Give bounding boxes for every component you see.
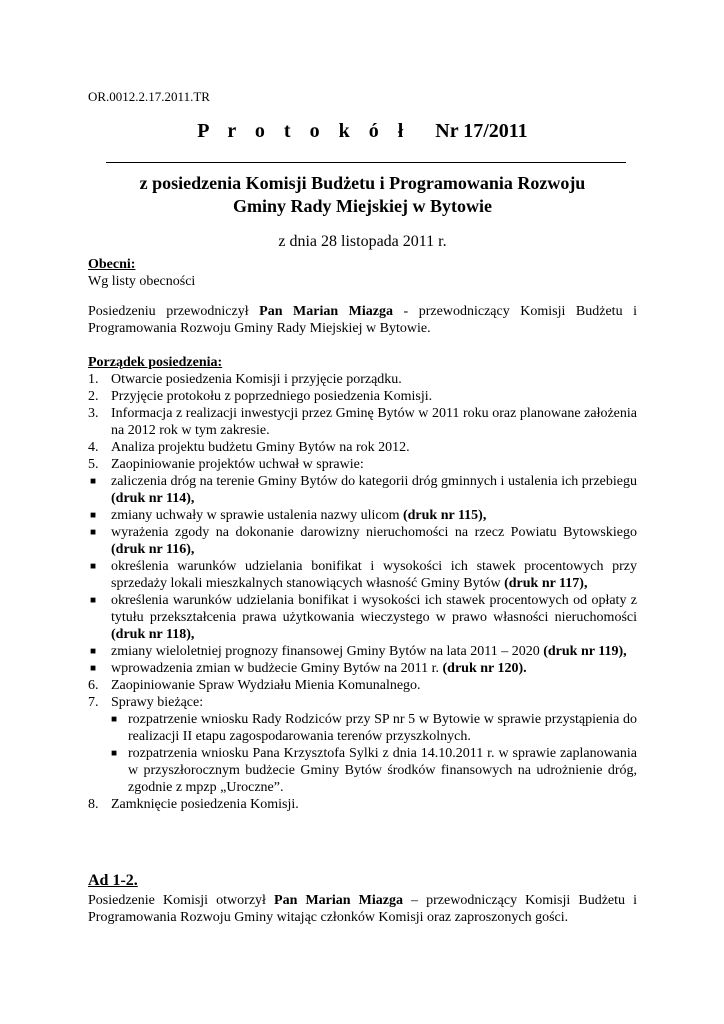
agenda-item-number: 2. (88, 389, 99, 404)
bullet-druk: (druk nr 115), (402, 508, 487, 523)
chair-paragraph (88, 303, 637, 337)
agenda-item (88, 405, 637, 439)
resolution-bullet (88, 592, 637, 643)
resolution-bullet (88, 558, 637, 592)
resolution-bullet (88, 524, 637, 558)
resolution-bullet (88, 507, 637, 524)
bullet-square-icon: ■ (90, 646, 97, 657)
bullet-square-icon: ■ (90, 561, 97, 572)
agenda-item (88, 677, 637, 694)
agenda-item (88, 694, 637, 711)
bullet-text: określenia warunków udzielania bonifikat i wysokości ich stawek procentowych przy sprzedaży lokali mieszkalnych stanowiących własność Gminy Bytów (111, 559, 637, 591)
bullet-square-icon: ■ (90, 476, 97, 487)
chair-text-pre: Posiedzeniu przewodniczył (88, 304, 260, 319)
document-reference: OR.0012.2.17.2011.TR (88, 89, 210, 104)
bullet-text: rozpatrzenie wniosku Rady Rodziców przy SP nr 5 w Bytowie w sprawie przystąpienia do realizacji II etapu zagospodarowania terenów przyszkolnych. (128, 712, 637, 744)
agenda-item-text: Analiza projektu budżetu Gminy Bytów na rok 2012. (111, 440, 410, 455)
bullet-druk: (druk nr 118), (111, 627, 195, 642)
title-divider (106, 162, 626, 163)
agenda-item-number: 6. (88, 678, 99, 693)
bullet-druk: (druk nr 119), (543, 644, 627, 659)
document-subtitle (88, 172, 637, 218)
current-matters-bullet-list (88, 711, 637, 796)
agenda-item-number: 5. (88, 457, 99, 472)
ad-1-2-text-post: – przewodniczący Komisji Budżetu i Programowania Rozwoju Gminy witając członków Komisji oraz zaproszonych gości. (88, 893, 637, 925)
agenda-item-number: 1. (88, 372, 99, 387)
bullet-square-icon: ■ (90, 663, 97, 674)
bullet-square-icon: ■ (111, 748, 118, 759)
agenda-item (88, 456, 637, 473)
agenda-item-text: Otwarcie posiedzenia Komisji i przyjęcie porządku. (111, 372, 402, 387)
agenda-heading: Porządek posiedzenia: (88, 355, 223, 370)
current-matter-bullet (88, 711, 637, 745)
present-heading: Obecni: (88, 257, 136, 272)
bullet-druk: (druk nr 116), (111, 542, 195, 557)
agenda-item-number: 3. (88, 406, 99, 421)
bullet-text: określenia warunków udzielania bonifikat i wysokości ich stawek procentowych od opłaty z tytułu przekształcenia prawa użytkowania wieczystego w prawo własności nieruchomości (111, 593, 637, 625)
bullet-druk: (druk nr 114), (111, 491, 195, 506)
agenda-list-a (88, 371, 637, 473)
bullet-text: zmiany wieloletniej prognozy finansowej Gminy Bytów na lata 2011 – 2020 (111, 644, 544, 659)
agenda-list-c (88, 796, 637, 813)
subtitle-line-1: z posiedzenia Komisji Budżetu i Programowania Rozwoju (139, 173, 586, 193)
document-date: z dnia 28 listopada 2011 r. (278, 233, 447, 250)
resolution-bullet-list (88, 473, 637, 677)
ad-1-2-name: Pan Marian Miazga (274, 893, 403, 908)
agenda-item-number: 4. (88, 440, 99, 455)
bullet-square-icon: ■ (90, 527, 97, 538)
agenda-item-text: Zaopiniowanie Spraw Wydziału Mienia Komunalnego. (111, 678, 421, 693)
chair-text-post: - przewodniczący Komisji Budżetu i Programowania Rozwoju Gminy Rady Miejskiej w Bytowie. (88, 304, 638, 336)
agenda-section (88, 354, 637, 813)
agenda-item (88, 371, 637, 388)
bullet-square-icon: ■ (90, 510, 97, 521)
ad-1-2-text-pre: Posiedzenie Komisji otworzył (88, 893, 275, 908)
agenda-item-text: Zamknięcie posiedzenia Komisji. (111, 797, 299, 812)
resolution-bullet (88, 473, 637, 507)
agenda-item-number: 8. (88, 797, 99, 812)
present-text: Wg listy obecności (88, 274, 196, 289)
chair-name: Pan Marian Miazga (259, 304, 394, 319)
bullet-square-icon: ■ (90, 595, 97, 606)
agenda-item-number: 7. (88, 695, 99, 710)
agenda-list-b (88, 677, 637, 711)
resolution-bullet (88, 643, 637, 660)
current-matter-bullet (88, 745, 637, 796)
agenda-item (88, 388, 637, 405)
agenda-item (88, 796, 637, 813)
agenda-item-text: Informacja z realizacji inwestycji przez Gminę Bytów w 2011 roku oraz planowane założenia na 2012 rok w tym zakresie. (111, 406, 637, 438)
bullet-druk: (druk nr 117), (504, 576, 588, 591)
agenda-item-text: Sprawy bieżące: (111, 695, 204, 710)
title-word: P r o t o k ó ł (197, 120, 411, 142)
agenda-item (88, 439, 637, 456)
resolution-bullet (88, 660, 637, 677)
ad-1-2-paragraph (88, 892, 637, 926)
document-title (88, 120, 637, 143)
bullet-text: wyrażenia zgody na dokonanie darowizny nieruchomości na rzecz Powiatu Bytowskiego (111, 525, 637, 540)
agenda-item-text: Przyjęcie protokołu z poprzedniego posiedzenia Komisji. (111, 389, 433, 404)
agenda-item-text: Zaopiniowanie projektów uchwał w sprawie: (111, 457, 364, 472)
ad-1-2-heading: Ad 1-2. (88, 872, 138, 889)
bullet-text: zmiany uchwały w sprawie ustalenia nazwy ulicom (111, 508, 403, 523)
bullet-square-icon: ■ (111, 714, 118, 725)
present-section (88, 256, 195, 290)
subtitle-line-2: Gminy Rady Miejskiej w Bytowie (233, 196, 492, 216)
bullet-text: rozpatrzenia wniosku Pana Krzysztofa Sylki z dnia 14.10.2011 r. w sprawie zaplanowania w przyszłorocznym budżecie Gminy Bytów środków finansowych na udrożnienie dróg, zgodnie z mpzp „Uroczne”. (128, 746, 637, 795)
bullet-druk: (druk nr 120). (442, 661, 527, 676)
bullet-text: zaliczenia dróg na terenie Gminy Bytów do kategorii dróg gminnych i ustalenia ich przebiegu (111, 474, 637, 489)
title-number: Nr 17/2011 (435, 120, 528, 142)
bullet-text: wprowadzenia zmian w budżecie Gminy Bytów na 2011 r. (111, 661, 443, 676)
